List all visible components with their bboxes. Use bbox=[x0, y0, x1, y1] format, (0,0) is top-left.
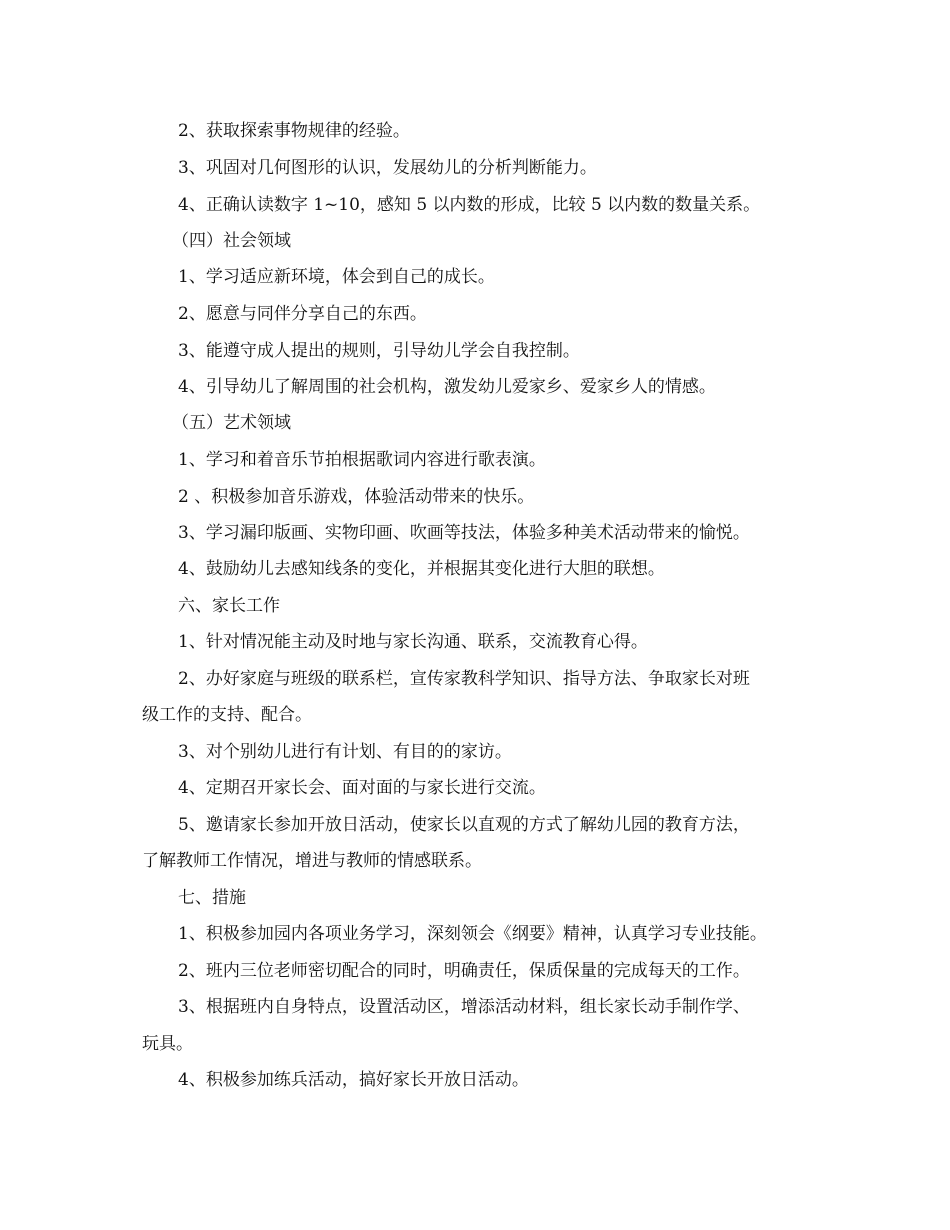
text-line: 2、获取探索事物规律的经验。 bbox=[178, 121, 410, 141]
section-heading: （四）社会领域 bbox=[172, 231, 291, 251]
text-line: 4、定期召开家长会、面对面的与家长进行交流。 bbox=[178, 778, 546, 798]
text-line: 2、办好家庭与班级的联系栏，宣传家教科学知识、指导方法、争取家长对班 bbox=[178, 669, 750, 689]
text-line: 1、学习和着音乐节拍根据歌词内容进行歌表演。 bbox=[178, 450, 546, 470]
text-line: 3、学习漏印版画、实物印画、吹画等技法，体验多种美术活动带来的愉悦。 bbox=[178, 523, 750, 543]
text-line: 了解教师工作情况，增进与教师的情感联系。 bbox=[142, 851, 482, 871]
text-line: 2、愿意与同伴分享自己的东西。 bbox=[178, 304, 427, 324]
text-line: 3、根据班内自身特点，设置活动区，增添活动材料，组长家长动手制作学、 bbox=[178, 997, 750, 1017]
text-line: 4、积极参加练兵活动，搞好家长开放日活动。 bbox=[178, 1070, 529, 1090]
section-heading: （五）艺术领域 bbox=[172, 413, 291, 433]
text-line: 3、巩固对几何图形的认识，发展幼儿的分析判断能力。 bbox=[178, 158, 597, 178]
text-line: 3、对个别幼儿进行有计划、有目的的家访。 bbox=[178, 742, 512, 762]
section-heading: 六、家长工作 bbox=[178, 596, 280, 616]
text-line: 4、正确认读数字 1~10，感知 5 以内数的形成，比较 5 以内数的数量关系。 bbox=[178, 195, 761, 215]
text-line: 2 、积极参加音乐游戏，体验活动带来的快乐。 bbox=[178, 487, 535, 507]
text-line: 5、邀请家长参加开放日活动，使家长以直观的方式了解幼儿园的教育方法， bbox=[178, 815, 750, 835]
text-line: 1、针对情况能主动及时地与家长沟通、联系，交流教育心得。 bbox=[178, 632, 648, 652]
text-line: 4、引导幼儿了解周围的社会机构，激发幼儿爱家乡、爱家乡人的情感。 bbox=[178, 377, 716, 397]
text-line: 3、能遵守成人提出的规则，引导幼儿学会自我控制。 bbox=[178, 341, 580, 361]
section-heading: 七、措施 bbox=[178, 888, 246, 908]
text-line: 1、积极参加园内各项业务学习，深刻领会《纲要》精神，认真学习专业技能。 bbox=[178, 924, 767, 944]
text-line: 2、班内三位老师密切配合的同时，明确责任，保质保量的完成每天的工作。 bbox=[178, 961, 750, 981]
text-line: 4、鼓励幼儿去感知线条的变化，并根据其变化进行大胆的联想。 bbox=[178, 559, 665, 579]
text-line: 1、学习适应新环境，体会到自己的成长。 bbox=[178, 267, 495, 287]
text-line: 玩具。 bbox=[142, 1034, 193, 1054]
text-line: 级工作的支持、配合。 bbox=[142, 705, 312, 725]
